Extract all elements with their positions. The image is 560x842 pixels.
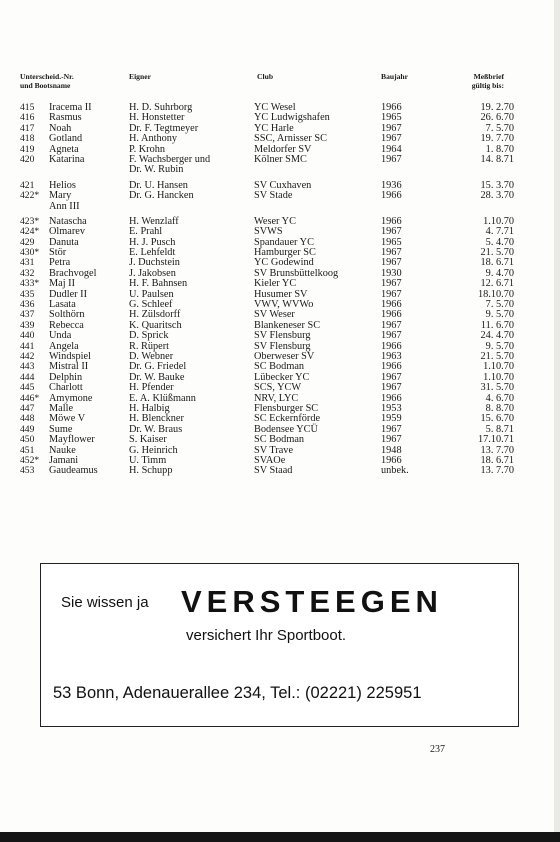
club-name: SV Flensburg bbox=[254, 340, 311, 352]
boat-number: 432 bbox=[20, 267, 35, 279]
build-year: 1965 bbox=[381, 236, 402, 248]
build-year: 1967 bbox=[381, 434, 402, 446]
boat-number: 422* bbox=[20, 190, 40, 202]
header-valid-line1: Meßbrief bbox=[473, 72, 504, 81]
boat-number: 433* bbox=[20, 278, 40, 290]
owner-name: G. Heinrich bbox=[129, 444, 178, 456]
boat-name: Delphin bbox=[49, 371, 83, 383]
boat-name: Ann III bbox=[49, 200, 80, 212]
owner-name: R. Rüpert bbox=[129, 340, 170, 352]
certificate-valid-until: 14. 8.71 bbox=[480, 153, 514, 165]
club-name: YC Harle bbox=[254, 122, 294, 134]
boat-number: 431 bbox=[20, 257, 35, 269]
boat-name: Stör bbox=[49, 247, 67, 259]
certificate-valid-until: 13. 7.70 bbox=[480, 465, 514, 477]
page-edge-bottom bbox=[0, 832, 560, 842]
table-row bbox=[0, 383, 560, 393]
certificate-valid-until: 9. 4.70 bbox=[485, 267, 514, 279]
table-row bbox=[0, 155, 560, 165]
boat-name: Angela bbox=[49, 340, 79, 352]
boat-name: Katarina bbox=[49, 153, 85, 165]
boat-number: 450 bbox=[20, 434, 35, 446]
boat-register-table bbox=[0, 103, 560, 477]
boat-number: 430* bbox=[20, 247, 40, 259]
owner-name: H. Anthony bbox=[129, 133, 178, 145]
club-name: Flensburger SC bbox=[254, 402, 319, 414]
ad-brand-name: VERSTEEGEN bbox=[181, 584, 443, 619]
certificate-valid-until: 5. 4.70 bbox=[485, 236, 514, 248]
build-year: 1966 bbox=[381, 102, 402, 113]
certificate-valid-until: 13. 7.70 bbox=[480, 444, 514, 456]
club-name: Spandauer YC bbox=[254, 236, 314, 248]
header-valid-line2: gültig bis: bbox=[471, 81, 504, 90]
boat-number: 423* bbox=[20, 215, 40, 227]
boat-name: Natascha bbox=[49, 215, 87, 227]
build-year: 1930 bbox=[381, 267, 402, 279]
certificate-valid-until: 18.10.70 bbox=[477, 288, 514, 300]
build-year: 1967 bbox=[381, 382, 402, 394]
certificate-valid-until: 18. 6.71 bbox=[480, 454, 514, 466]
build-year: 1967 bbox=[381, 122, 402, 134]
ad-intro-text: Sie wissen ja bbox=[61, 594, 149, 611]
header-owner: Eigner bbox=[129, 72, 151, 81]
club-name: Oberweser SV bbox=[254, 350, 315, 362]
boat-number: 418 bbox=[20, 133, 35, 145]
page-number: 237 bbox=[430, 744, 445, 755]
boat-number: 451 bbox=[20, 444, 35, 456]
boat-name: Dudler II bbox=[49, 288, 88, 300]
boat-name: Amymone bbox=[49, 392, 93, 404]
club-name: Meldorfer SV bbox=[254, 143, 312, 155]
owner-name: H. F. Bahnsen bbox=[129, 278, 188, 290]
boat-name: Jamani bbox=[49, 454, 79, 466]
boat-name: Iracema II bbox=[49, 102, 92, 113]
certificate-valid-until: 31. 5.70 bbox=[480, 382, 514, 394]
boat-number: 440 bbox=[20, 330, 35, 342]
owner-name: Dr. F. Tegtmeyer bbox=[129, 122, 199, 134]
build-year: 1967 bbox=[381, 330, 402, 342]
owner-name: D. Sprick bbox=[129, 330, 169, 342]
owner-name: K. Quaritsch bbox=[129, 319, 182, 331]
build-year: 1964 bbox=[381, 143, 402, 155]
club-name: SV Weser bbox=[254, 309, 295, 321]
build-year: 1959 bbox=[381, 413, 402, 425]
certificate-valid-until: 5. 8.71 bbox=[485, 423, 514, 435]
table-row bbox=[0, 466, 560, 476]
boat-number: 416 bbox=[20, 112, 35, 124]
boat-name: Sume bbox=[49, 423, 73, 435]
certificate-valid-until: 1.10.70 bbox=[483, 361, 514, 373]
boat-name: Nauke bbox=[49, 444, 76, 456]
boat-name: Olmarev bbox=[49, 226, 86, 238]
club-name: SV Flensburg bbox=[254, 330, 311, 342]
build-year: 1948 bbox=[381, 444, 402, 456]
boat-number: 441 bbox=[20, 340, 35, 352]
ad-address: 53 Bonn, Adenauerallee 234, Tel.: (02221) 225951 bbox=[53, 684, 422, 702]
boat-name: Petra bbox=[49, 257, 71, 269]
club-name: SV Staad bbox=[254, 465, 293, 477]
boat-number: 443 bbox=[20, 361, 35, 373]
boat-name: Malle bbox=[49, 402, 74, 414]
certificate-valid-until: 17.10.71 bbox=[477, 434, 514, 446]
build-year: 1936 bbox=[381, 179, 402, 191]
boat-name: Charlott bbox=[49, 382, 83, 394]
club-name: Bodensee YCÜ bbox=[254, 423, 318, 435]
club-name: VWV, WVWo bbox=[254, 299, 314, 311]
owner-name: U. Paulsen bbox=[129, 288, 174, 300]
boat-number: 449 bbox=[20, 423, 35, 435]
boat-name: Helios bbox=[49, 179, 76, 191]
build-year: 1966 bbox=[381, 454, 402, 466]
boat-number: 421 bbox=[20, 179, 35, 191]
ad-tagline: versichert Ihr Sportboot. bbox=[186, 627, 347, 644]
boat-name: Solthörn bbox=[49, 309, 85, 321]
boat-number: 453 bbox=[20, 465, 35, 477]
club-name: Hamburger SC bbox=[254, 247, 316, 259]
boat-number: 452* bbox=[20, 454, 40, 466]
certificate-valid-until: 7. 5.70 bbox=[485, 122, 514, 134]
table-row bbox=[0, 165, 560, 175]
build-year: 1966 bbox=[381, 340, 402, 352]
boat-name: Rebecca bbox=[49, 319, 84, 331]
certificate-valid-until: 19. 7.70 bbox=[480, 133, 514, 145]
table-row bbox=[0, 191, 560, 201]
owner-name: J. Jakobsen bbox=[129, 267, 176, 279]
boat-name: Gaudeamus bbox=[49, 465, 98, 477]
advertisement-box bbox=[40, 563, 519, 727]
boat-name: Windspiel bbox=[49, 350, 91, 362]
boat-name: Gotland bbox=[49, 133, 83, 145]
boat-number: 448 bbox=[20, 413, 35, 425]
owner-name: Dr. G. Hancken bbox=[129, 190, 194, 202]
boat-name: Noah bbox=[49, 122, 72, 134]
build-year: 1965 bbox=[381, 112, 402, 124]
owner-name: G. Schleef bbox=[129, 299, 173, 311]
boat-number: 415 bbox=[20, 102, 35, 113]
build-year: 1966 bbox=[381, 309, 402, 321]
club-name: Husumer SV bbox=[254, 288, 308, 300]
owner-name: Dr. W. Bauke bbox=[129, 371, 185, 383]
header-valid bbox=[444, 72, 504, 90]
owner-name: E. A. Klüßmann bbox=[129, 392, 196, 404]
owner-name: U. Timm bbox=[129, 454, 167, 466]
build-year: 1967 bbox=[381, 288, 402, 300]
owner-name: J. Duchstein bbox=[129, 257, 180, 269]
table-row bbox=[0, 134, 560, 144]
build-year: 1967 bbox=[381, 319, 402, 331]
certificate-valid-until: 21. 5.70 bbox=[480, 247, 514, 259]
certificate-valid-until: 24. 4.70 bbox=[480, 330, 514, 342]
certificate-valid-until: 12. 6.71 bbox=[480, 278, 514, 290]
boat-number: 420 bbox=[20, 153, 35, 165]
header-nr-line2: und Bootsname bbox=[20, 81, 71, 90]
certificate-valid-until: 9. 5.70 bbox=[485, 340, 514, 352]
club-name: YC Godewind bbox=[254, 257, 314, 269]
build-year: 1966 bbox=[381, 392, 402, 404]
club-name: SC Eckernförde bbox=[254, 413, 321, 425]
boat-name: Agneta bbox=[49, 143, 79, 155]
certificate-valid-until: 26. 6.70 bbox=[480, 112, 514, 124]
club-name: Kölner SMC bbox=[254, 153, 307, 165]
header-year: Baujahr bbox=[381, 72, 409, 81]
club-name: Blankeneser SC bbox=[254, 319, 321, 331]
boat-number: 446* bbox=[20, 392, 40, 404]
boat-number: 424* bbox=[20, 226, 40, 238]
certificate-valid-until: 19. 2.70 bbox=[480, 102, 514, 113]
owner-name: H. Blenckner bbox=[129, 413, 184, 425]
owner-name: E. Prahl bbox=[129, 226, 163, 238]
certificate-valid-until: 15. 6.70 bbox=[480, 413, 514, 425]
club-name: SV Brunsbüttelkoog bbox=[254, 267, 339, 279]
certificate-valid-until: 7. 5.70 bbox=[485, 299, 514, 311]
club-name: YC Ludwigshafen bbox=[254, 112, 330, 124]
certificate-valid-until: 28. 3.70 bbox=[480, 190, 514, 202]
boat-name: Rasmus bbox=[49, 112, 82, 124]
boat-number: 417 bbox=[20, 122, 35, 134]
build-year: 1967 bbox=[381, 133, 402, 145]
boat-name: Mistral II bbox=[49, 361, 89, 373]
boat-number: 444 bbox=[20, 371, 35, 383]
build-year: 1967 bbox=[381, 247, 402, 259]
boat-number: 419 bbox=[20, 143, 35, 155]
boat-name: Unda bbox=[49, 330, 72, 342]
club-name: SV Stade bbox=[254, 190, 293, 202]
club-name: SVWS bbox=[254, 226, 283, 238]
club-name: YC Wesel bbox=[254, 102, 296, 113]
owner-name: Dr. W. Rubin bbox=[129, 164, 184, 176]
boat-name: Brachvogel bbox=[49, 267, 97, 279]
boat-number: 436 bbox=[20, 299, 35, 311]
build-year: 1966 bbox=[381, 190, 402, 202]
certificate-valid-until: 1.10.70 bbox=[483, 215, 514, 227]
owner-name: H. D. Suhrborg bbox=[129, 102, 193, 113]
owner-name: H. Pfender bbox=[129, 382, 174, 394]
build-year: 1966 bbox=[381, 361, 402, 373]
owner-name: F. Wachsberger und bbox=[129, 153, 211, 165]
boat-name: Mayflower bbox=[49, 434, 95, 446]
club-name: SC Bodman bbox=[254, 434, 305, 446]
club-name: SCS, YCW bbox=[254, 382, 302, 394]
club-name: Lübecker YC bbox=[254, 371, 310, 383]
owner-name: D. Webner bbox=[129, 350, 174, 362]
boat-name: Lasata bbox=[49, 299, 76, 311]
club-name: SC Bodman bbox=[254, 361, 305, 373]
owner-name: E. Lehfeldt bbox=[129, 247, 176, 259]
build-year: 1967 bbox=[381, 371, 402, 383]
boat-number: 435 bbox=[20, 288, 35, 300]
certificate-valid-until: 15. 3.70 bbox=[480, 179, 514, 191]
build-year: 1967 bbox=[381, 278, 402, 290]
boat-number: 442 bbox=[20, 350, 35, 362]
certificate-valid-until: 1.10.70 bbox=[483, 371, 514, 383]
owner-name: Dr. G. Friedel bbox=[129, 361, 187, 373]
header-nr bbox=[20, 72, 74, 90]
club-name: Weser YC bbox=[254, 215, 296, 227]
certificate-valid-until: 9. 5.70 bbox=[485, 309, 514, 321]
boat-number: 437 bbox=[20, 309, 35, 321]
build-year: 1966 bbox=[381, 299, 402, 311]
owner-name: Dr. W. Braus bbox=[129, 423, 183, 435]
club-name: SV Trave bbox=[254, 444, 294, 456]
owner-name: S. Kaiser bbox=[129, 434, 167, 446]
certificate-valid-until: 4. 6.70 bbox=[485, 392, 514, 404]
club-name: SVAOe bbox=[254, 454, 286, 466]
boat-number: 439 bbox=[20, 319, 35, 331]
build-year: 1967 bbox=[381, 226, 402, 238]
table-row bbox=[0, 435, 560, 445]
build-year: 1967 bbox=[381, 257, 402, 269]
certificate-valid-until: 11. 6.70 bbox=[480, 319, 514, 331]
club-name: Kieler YC bbox=[254, 278, 297, 290]
owner-name: H. Wenzlaff bbox=[129, 215, 179, 227]
owner-name: P. Krohn bbox=[129, 143, 166, 155]
boat-number: 429 bbox=[20, 236, 35, 248]
certificate-valid-until: 4. 7.71 bbox=[485, 226, 514, 238]
owner-name: H. Honstetter bbox=[129, 112, 185, 124]
build-year: 1967 bbox=[381, 423, 402, 435]
boat-number: 447 bbox=[20, 402, 35, 414]
build-year: 1963 bbox=[381, 350, 402, 362]
certificate-valid-until: 21. 5.70 bbox=[480, 350, 514, 362]
header-club: Club bbox=[257, 72, 274, 81]
owner-name: H. Zülsdorff bbox=[129, 309, 181, 321]
owner-name: H. J. Pusch bbox=[129, 236, 176, 248]
build-year: 1966 bbox=[381, 215, 402, 227]
boat-name: Mary bbox=[49, 190, 72, 202]
club-name: NRV, LYC bbox=[254, 392, 299, 404]
header-nr-line1: Unterscheid.-Nr. bbox=[20, 72, 74, 81]
boat-name: Maj II bbox=[49, 278, 76, 290]
owner-name: H. Schupp bbox=[129, 465, 173, 477]
club-name: SSC, Arnisser SC bbox=[254, 133, 327, 145]
owner-name: Dr. U. Hansen bbox=[129, 179, 188, 191]
build-year: unbek. bbox=[381, 465, 409, 477]
build-year: 1953 bbox=[381, 402, 402, 414]
certificate-valid-until: 1. 8.70 bbox=[485, 143, 514, 155]
certificate-valid-until: 8. 8.70 bbox=[485, 402, 514, 414]
boat-name: Möwe V bbox=[49, 413, 86, 425]
club-name: SV Cuxhaven bbox=[254, 179, 312, 191]
boat-number: 445 bbox=[20, 382, 35, 394]
build-year: 1967 bbox=[381, 153, 402, 165]
table-row bbox=[0, 202, 560, 212]
owner-name: H. Halbig bbox=[129, 402, 170, 414]
certificate-valid-until: 18. 6.71 bbox=[480, 257, 514, 269]
boat-name: Danuta bbox=[49, 236, 79, 248]
